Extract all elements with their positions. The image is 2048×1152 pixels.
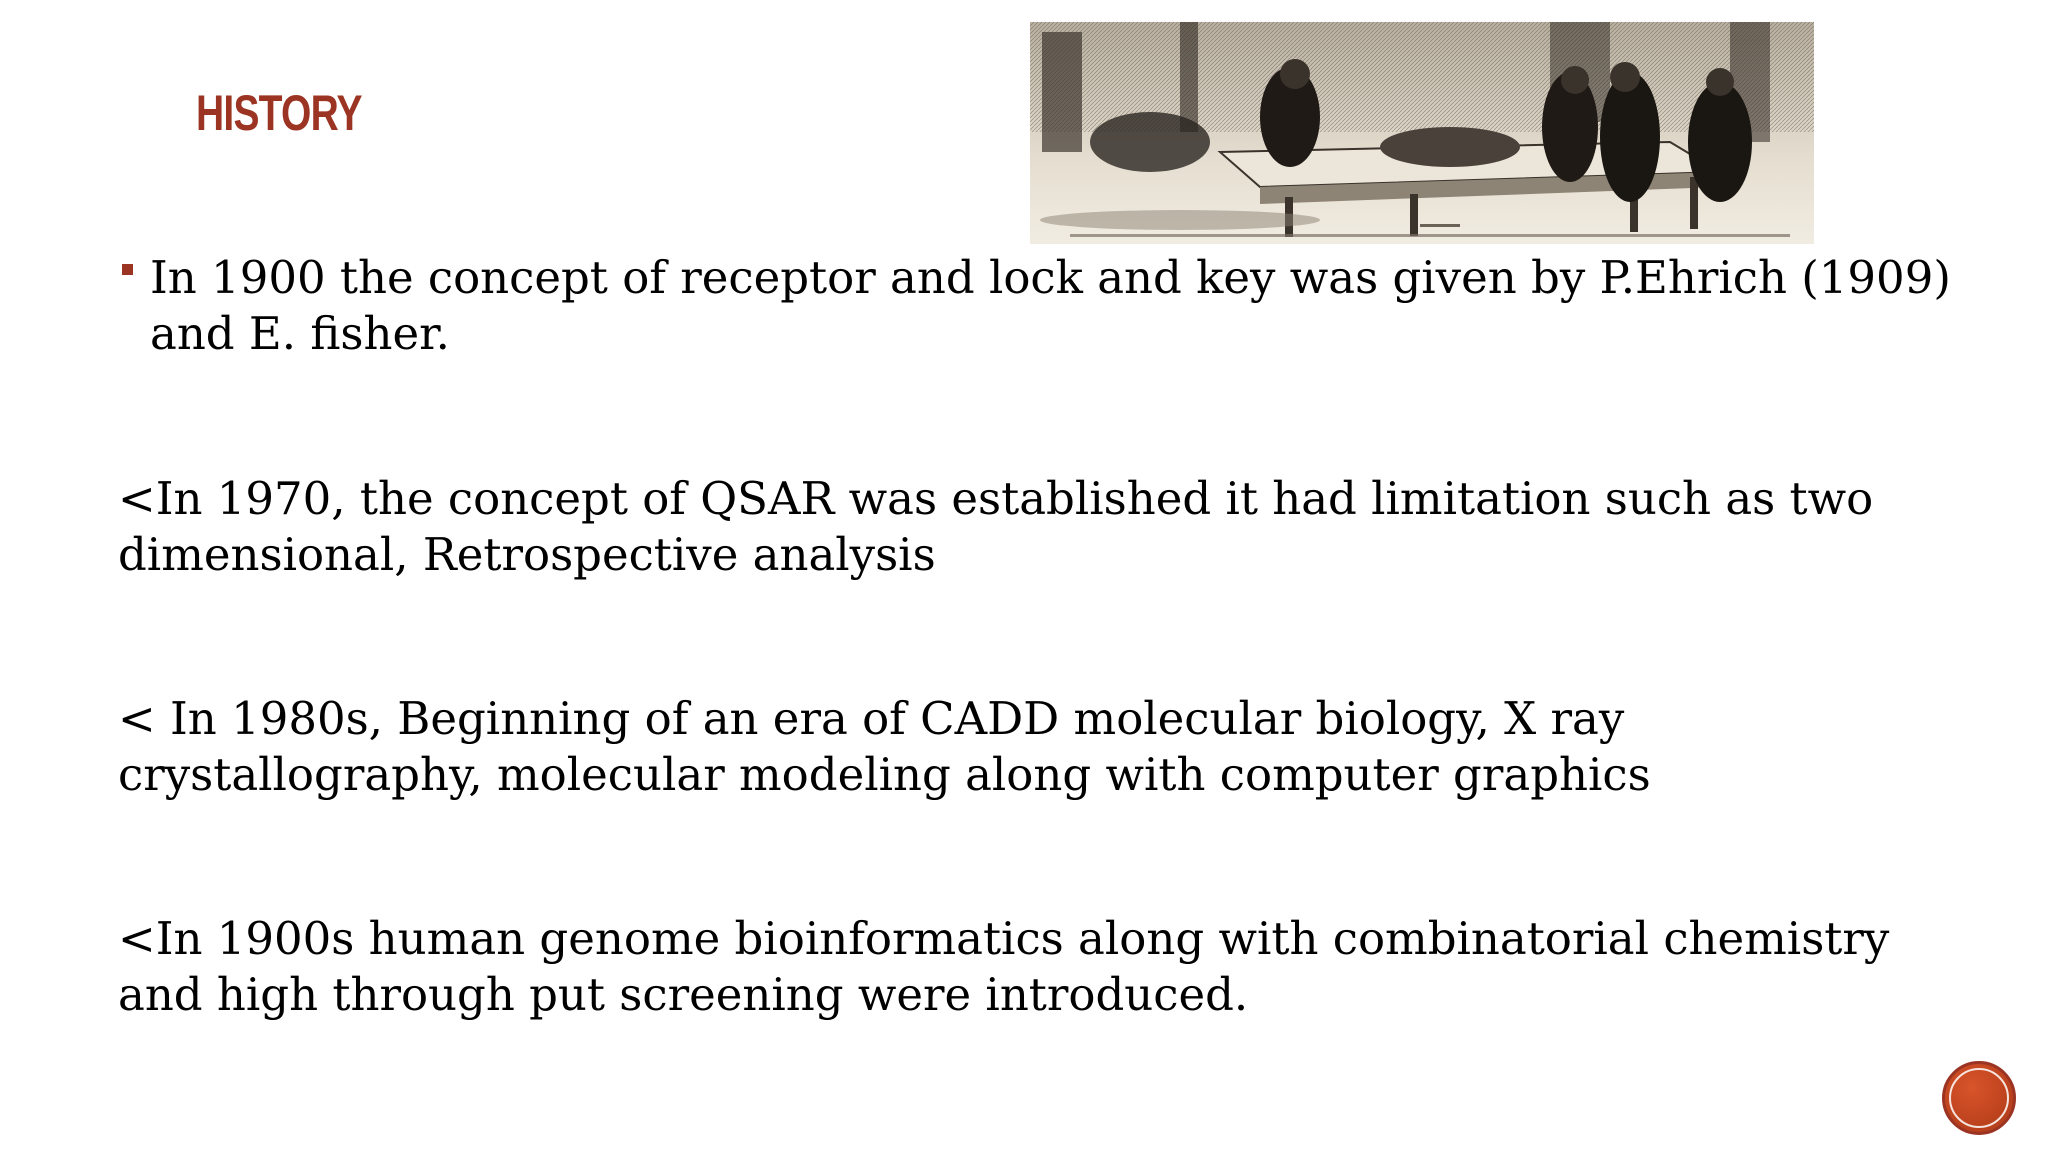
history-point-1: In 1900 the concept of receptor and lock and key was given by P.Ehrich (1909) and E. fisher. [150,251,1951,360]
history-point-4: <In 1900s human genome bioinformatics along with combinatorial chemistry and high through put screening were introduced. [118,912,1890,1021]
bullet-marker [122,264,133,275]
history-point-2: <In 1970, the concept of QSAR was established it had limitation such as two dimensional, Retrospective analysis [118,472,1874,581]
historical-engraving-image [1030,22,1814,244]
circle-button-icon[interactable] [1942,1061,2016,1135]
history-point-3: < In 1980s, Beginning of an era of CADD molecular biology, X ray crystallography, molecular modeling along with computer graphics [118,692,1651,801]
slide-title: HISTORY [196,85,362,141]
